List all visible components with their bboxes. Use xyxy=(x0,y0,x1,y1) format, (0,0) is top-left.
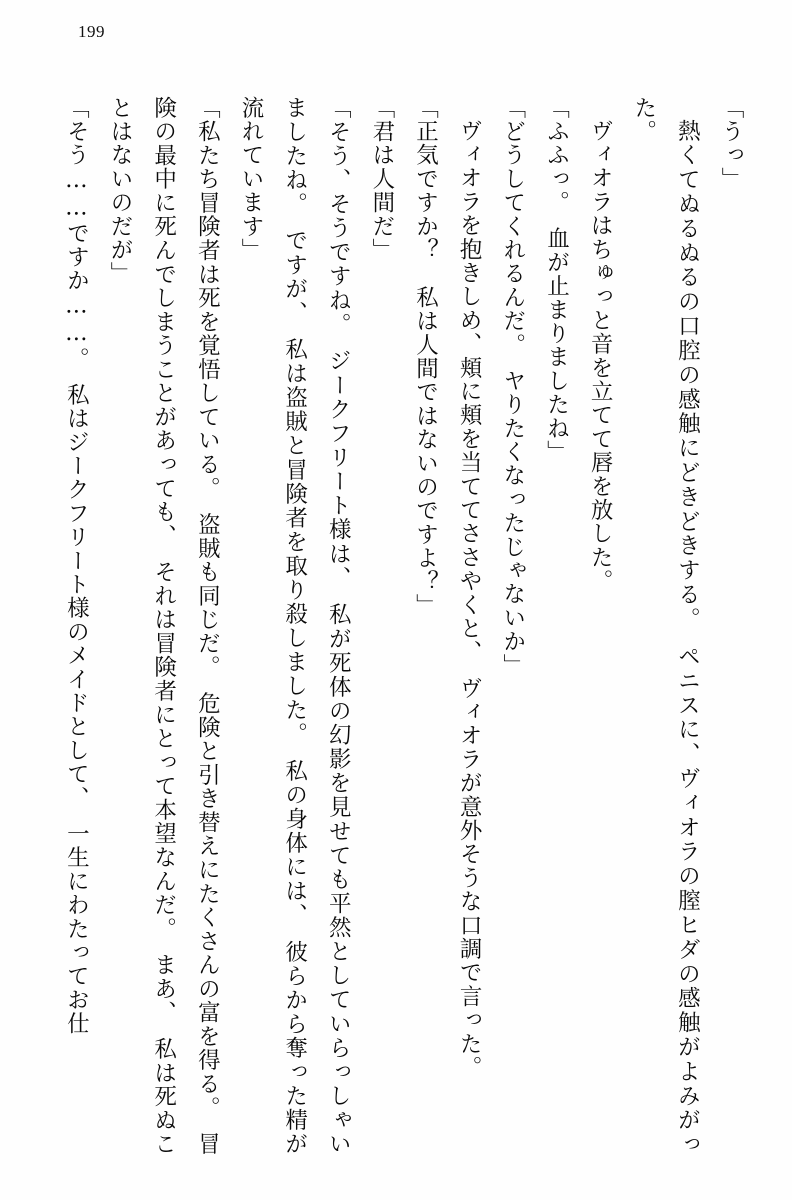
paragraph: 「そう、そうですね。 ジークフリート様は、 私が死体の幻影を見せても平然としていらっしゃいましたね。 ですが、 私は盗賊と冒険者を取り殺しました。 私の身体には、 彼らから奪った精が流れています」 xyxy=(237,96,352,1156)
paragraph: 「うっ」 xyxy=(718,96,744,191)
paragraph: ヴィオラはちゅっと音を立てて唇を放した。 xyxy=(587,118,614,593)
paragraph: 「正気ですか？ 私は人間ではないのですよ？」 xyxy=(412,96,439,618)
paragraph: ヴィオラを抱きしめ、頬に頬を当ててささやくと、 ヴィオラが意外そうな口調で言った。 xyxy=(456,118,483,1079)
paragraph: 熱くてぬるぬるの口腔の感触にどきどきする。 ペニスに、ヴィオラの膣ヒダの感触がよみがった。 xyxy=(630,96,701,1156)
paragraph: 「どうしてくれるんだ。 ヤりたくなったじゃないか」 xyxy=(499,96,526,678)
vertical-text-body xyxy=(40,96,752,1156)
paragraph: 「私たち冒険者は死を覚悟している。 盗賊も同じだ。 危険と引き替えにたくさんの富を得る。 冒険の最中に死んでしまうことがあっても、 それは冒険者にとって本望なんだ。 まあ、 私は死ぬことはないのだが」 xyxy=(107,96,221,1156)
paragraph: 「ふふっ。 血が止まりましたね」 xyxy=(543,96,570,464)
page-number: 199 xyxy=(78,22,105,41)
paragraph: 「君は人間だ」 xyxy=(368,96,395,262)
paragraph: 「そう……ですか……。 私はジークフリート様のメイドとして、 一生にわたってお仕 xyxy=(63,96,90,1036)
